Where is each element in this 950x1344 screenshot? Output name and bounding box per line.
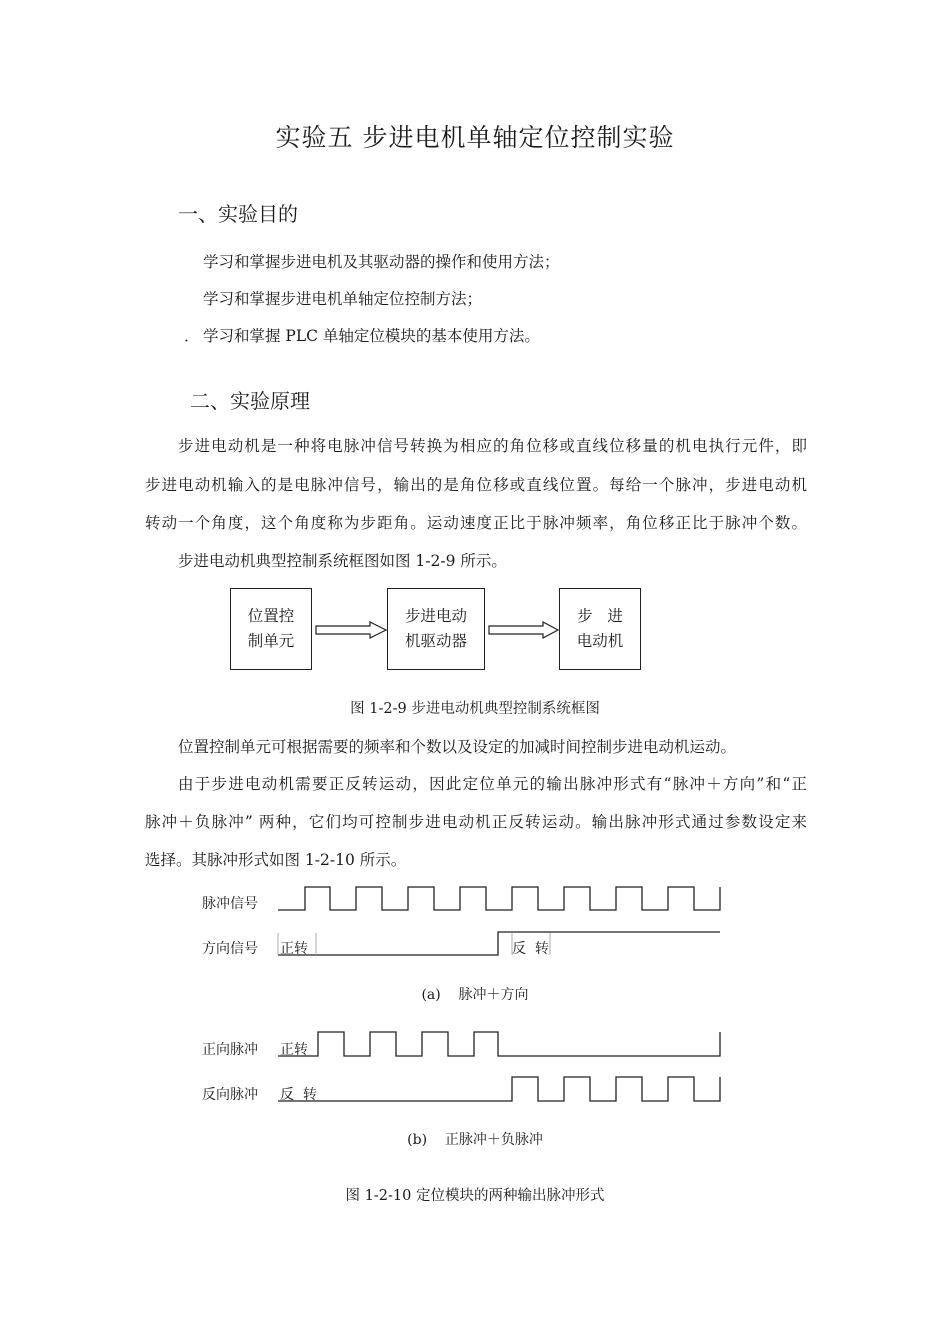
reverse-tag: 反 转: [280, 1087, 317, 1103]
paragraph-line: 由于步进电动机需要正反转运动，因此定位单元的输出脉冲形式有“脉冲＋方向”和“正: [178, 775, 807, 793]
paragraph-line: 转动一个角度，这个角度称为步距角。运动速度正比于脉冲频率，角位移正比于脉冲个数。: [145, 514, 807, 532]
direction-signal-wave: [278, 932, 720, 955]
reverse-label: 反 转: [512, 941, 549, 957]
direction-signal-label: 方向信号: [202, 941, 258, 957]
pulse-signal-wave: [278, 887, 720, 910]
paragraph-line: 步进电动机输入的是电脉冲信号，输出的是角位移或直线位置。每给一个脉冲，步进电动机: [145, 476, 807, 494]
objective-item-3-prefix: ．: [184, 327, 200, 345]
figure10b-caption: (b) 正脉冲＋负脉冲: [407, 1132, 543, 1148]
forward-pulse-wave: [278, 1032, 720, 1056]
box-text: 步进电动: [404, 607, 467, 625]
section2-heading: 二、实验原理: [190, 389, 310, 413]
forward-tag: 正转: [280, 1042, 308, 1058]
objective-item-1: 学习和掌握步进电机及其驱动器的操作和使用方法；: [203, 253, 560, 271]
box-text: 制单元: [247, 632, 295, 650]
page-title: 实验五 步进电机单轴定位控制实验: [275, 123, 675, 152]
paragraph-line: 脉冲＋负脉冲” 两种，它们均可控制步进电动机正反转运动。输出脉冲形式通过参数设定来: [145, 813, 807, 831]
arrow-1: [316, 622, 386, 638]
paragraph-line: 步进电动机是一种将电脉冲信号转换为相应的角位移或直线位移量的机电执行元件，即: [178, 437, 807, 455]
box-text: 步 进: [577, 607, 623, 625]
paragraph-line: 步进电动机典型控制系统框图如图 1-2-9 所示。: [178, 552, 507, 570]
box-text: 位置控: [247, 607, 295, 625]
figure9-caption: 图 1-2-9 步进电动机典型控制系统框图: [350, 701, 600, 717]
pulse-signal-label: 脉冲信号: [202, 896, 258, 912]
reverse-pulse-label: 反向脉冲: [202, 1087, 258, 1103]
figure10-caption: 图 1-2-10 定位模块的两种输出脉冲形式: [345, 1188, 605, 1204]
forward-label: 正转: [280, 941, 308, 957]
section1-heading: 一、实验目的: [178, 202, 298, 226]
paragraph-line: 位置控制单元可根据需要的频率和个数以及设定的加减时间控制步进电动机运动。: [178, 738, 737, 756]
box-text: 电动机: [576, 632, 624, 650]
forward-pulse-label: 正向脉冲: [202, 1042, 258, 1058]
objective-item-2: 学习和掌握步进电机单轴定位控制方法；: [203, 290, 483, 308]
figure10a-caption: (a) 脉冲＋方向: [421, 987, 529, 1003]
box-text: 机驱动器: [404, 632, 467, 650]
objective-item-3: 学习和掌握 PLC 单轴定位模块的基本使用方法。: [203, 327, 540, 345]
reverse-pulse-wave: [278, 1077, 720, 1101]
arrow-2: [489, 622, 558, 638]
paragraph-line: 选择。其脉冲形式如图 1-2-10 所示。: [145, 851, 407, 869]
